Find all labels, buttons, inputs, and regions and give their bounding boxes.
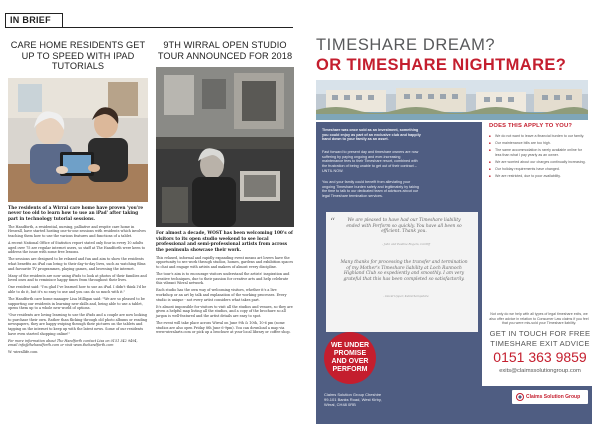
panel-paragraph: You and your family could benefit from alleviating your ongoing Timeshare burden safely and legitimately by taking the time to talk to our dedicated team of advisors about our legal Timeshare termination services. bbox=[322, 180, 419, 199]
article2-photo bbox=[156, 67, 294, 227]
article2-paragraph: The tour's aim is to encourage visitors understand the artists' inspiration and creative techniques, due to their passion for creative arts and help celebrate this vibrant Wirral network. bbox=[156, 272, 290, 286]
right-page-advert bbox=[300, 0, 600, 424]
article1-photo bbox=[8, 78, 148, 202]
article2-paragraph: The event will take place across Wirral on June 9th & 10th, 10-6 pm (some studios are also open Friday 8th June 6-9pm). You can download a map via www.wirralarts.com or pick up a brochure at your local library or coffee shop. bbox=[156, 321, 291, 335]
badge-line: PROMISE bbox=[333, 350, 367, 357]
article1-paragraph: The Handforth care home manager Lisa Milligan said: "We are so pleased to be supporting our residents in learning new skills and, being able to use a tablet, opens them up to a whole new world of options. bbox=[8, 297, 145, 311]
advert-title-line2: OR TIMESHARE NIGHTMARE? bbox=[316, 56, 567, 74]
article2-paragraph: It's almost impossible for visitors to visit all the studios and venues, so they are given a helpful map listing all the studios, and a copy of the brochure so all jargon is well-featured and the artist details are easy to spot. bbox=[156, 304, 293, 318]
advert-title-line1: TIMESHARE DREAM? bbox=[316, 36, 496, 54]
studio-photo-illustration bbox=[156, 67, 294, 227]
panel-lead: Timeshare was once sold as an investment, something you could enjoy as part of an exclusive club and happily hand down to your family as an asset. bbox=[322, 128, 421, 142]
article1-paragraph: One resident said: "I'm glad I've learned how to use an iPad. I didn't think I'd be able to do it, but it's so easy to use and you can do so much with it." bbox=[8, 285, 147, 294]
article2-paragraph: Each studio has the own way of welcoming visitors, whether it's a live workshop or an art by talk and explanation of the working processes. Every studio is unique - not every artist considers what takes part. bbox=[156, 288, 287, 302]
article-open-studio bbox=[156, 40, 294, 335]
apply-heading: DOES THIS APPLY TO YOU? bbox=[489, 123, 573, 129]
care-home-photo-illustration bbox=[8, 78, 148, 202]
logo-text: Claims Solution Group bbox=[526, 393, 581, 400]
panel-paragraph: Fast forward to present day and timeshare owners are now suffering by paying ongoing and ever-increasing maintenance fees to their Timeshare resort, combined with the frustration of being unable to get out of their contract – UNTIL NOW. bbox=[322, 150, 419, 173]
article2-lead: For almost a decade, WOST has been welcoming 100's of visitors to its open studio weekend to see local professional and semi-professional artists from across the peninsula showcase their work. bbox=[156, 231, 293, 253]
logo-icon bbox=[516, 393, 524, 401]
badge-line: WE UNDER bbox=[330, 342, 370, 349]
section-label-box bbox=[5, 13, 63, 28]
section-label: IN BRIEF bbox=[10, 15, 51, 25]
address-line: Claims Solution Group Cheshire bbox=[324, 392, 382, 397]
testimonial-attribution: - David Upper, Ketterhampshire bbox=[383, 294, 429, 298]
article1-paragraph: "Our residents are loving learning to use the iPads and a couple are now looking to purchase their own. Rather than flicking through old photo albums or reading newspapers, they are happy swiping through their pictures on the tablets and tapping on the internet to keep up with the latest news. Some of our residents have even started shopping online!" bbox=[8, 313, 148, 336]
article1-paragraph: The Handforth, a residential, nursing, palliative and respite care home in Heswall, have started hosting one-to-one sessions with residents which involves teaching them how to use the various features and functions of a tablet. bbox=[8, 224, 146, 238]
testimonial-quote: We are pleased to have had our Timeshare liability ended with Perform so quickly. You have all been so efficient. Thank you. bbox=[346, 218, 462, 235]
advert-info-panel bbox=[316, 122, 482, 424]
article2-paragraph: This relaxed, informal and rapidly expanding event means art lovers have the opportunity to see work through studios, homes, gardens and exhibition spaces to chat and engage with artists and makers of almost every discipline. bbox=[156, 255, 294, 270]
checklist-item: ■ We do not want to leave a financial burden to our family. bbox=[489, 134, 589, 139]
contact-email[interactable]: exits@claimssolutiongroup.com bbox=[499, 368, 581, 374]
advice-note: Not only do we help with all types of legal timeshare exits, we also offer advice in relation to Consumer Law claims if you feel that you were mis-sold your Timeshare liability. bbox=[489, 312, 589, 326]
address-line: 99-101 Banks Road, West Kirby, bbox=[324, 397, 382, 402]
article1-footer: For more information about The Handforth contact Lisa on 0151 342 9494, email info@thehandforth.com or visit www.thehandforth.com bbox=[8, 338, 138, 348]
checklist-item: ■ We are restricted, due to poor availability. bbox=[489, 174, 589, 179]
article1-paragraph: A recent National Office of Statistics report stated only four in every 10 adults aged over 75 are regular internet users, so staff at The Handforth were keen to address the issue with some free lessons. bbox=[8, 241, 146, 255]
address-footer bbox=[316, 386, 592, 424]
article1-headline: CARE HOME RESIDENTS GET UP TO SPEED WITH IPAD TUTORIALS bbox=[10, 40, 146, 71]
testimonial-box bbox=[326, 212, 478, 332]
article-care-home bbox=[8, 40, 148, 355]
resort-photo-illustration bbox=[316, 80, 588, 120]
article1-website: W: wirrallife.com bbox=[8, 350, 38, 355]
article1-paragraph: Many of the residents are now using iPads to look at photos of their families and loved ones and to reminisce happy times from throughout their lives. bbox=[8, 273, 147, 283]
testimonial-quote: Many thanks for processing the transfer and termination of my Mother's Timeshare liability at Loch Rannoch Highland Club so expediently and smoothly. I am very grateful that this has been completed so satisfactorily. bbox=[340, 260, 468, 282]
address-line: Wirral, CH48 0RB bbox=[324, 402, 356, 407]
checklist-item: ■ Our holiday requirements have changed. bbox=[489, 167, 589, 172]
contact-phone[interactable]: 0151 363 9859 bbox=[493, 349, 587, 365]
apply-checklist bbox=[489, 134, 589, 181]
testimonial-attribution: - John and Pauline Rogers, Cardiff bbox=[381, 242, 431, 246]
badge-line: AND OVER bbox=[331, 358, 369, 365]
advert-resort-photo bbox=[316, 80, 588, 120]
company-logo bbox=[512, 390, 588, 404]
top-divider bbox=[63, 27, 293, 28]
quote-mark-icon: “ bbox=[330, 217, 336, 228]
checklist-item: ■ We are worried about our charges continually increasing. bbox=[489, 160, 589, 165]
company-address bbox=[324, 392, 382, 407]
promise-badge bbox=[324, 332, 376, 384]
cta-line1: GET IN TOUCH FOR FREE bbox=[489, 329, 591, 338]
cta-line2: TIMESHARE EXIT ADVICE bbox=[490, 339, 590, 348]
article2-headline: 9TH WIRRAL OPEN STUDIO TOUR ANNOUNCED FOR 2018 bbox=[157, 40, 293, 61]
checklist-item: ■ The same accommodation is rarely available online for less than what I pay yearly as an owner. bbox=[489, 148, 589, 157]
article1-paragraph: The sessions are designed to be relaxed and fun and aim to show the residents what benefits an iPad can bring to their day-to-day lives, such as watching films and favourite TV programmes, playing games, and browsing the internet. bbox=[8, 257, 146, 271]
badge-line: PERFORM bbox=[332, 366, 368, 373]
article1-lead: The residents of a Wirral care home have proven 'you're never too old to learn how to use an iPad' after taking part in technology tutorial sessions. bbox=[8, 205, 144, 222]
checklist-item: ■ Our maintenance bills are too high. bbox=[489, 141, 589, 146]
